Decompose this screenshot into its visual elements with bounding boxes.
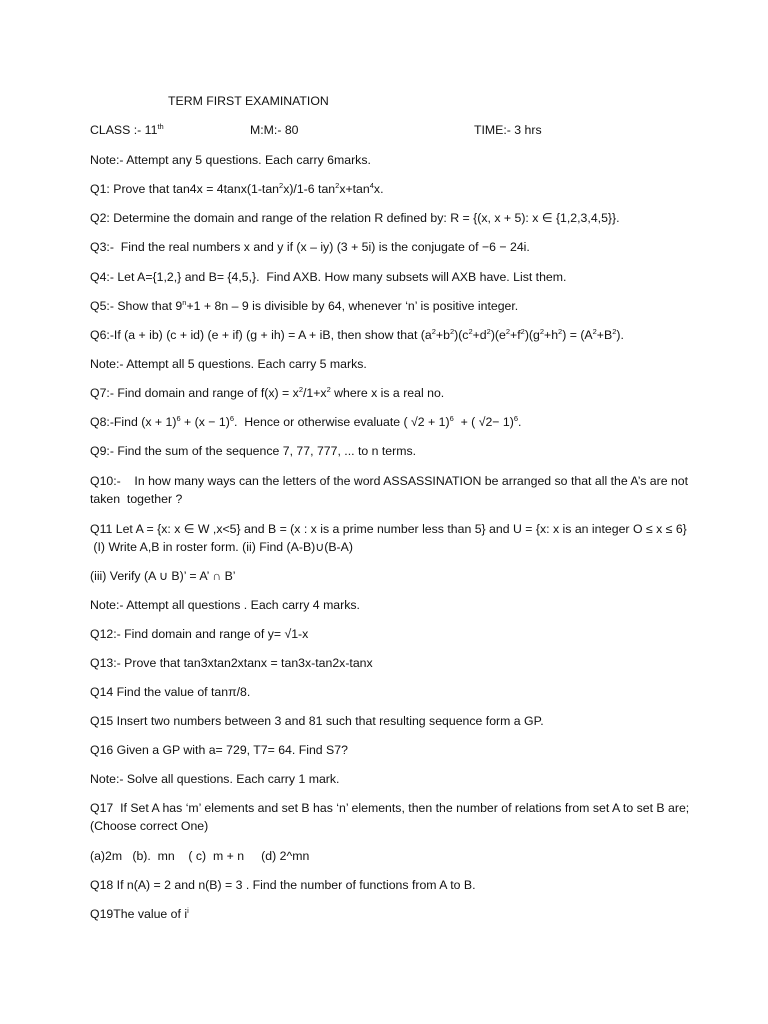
question-line: Q11 Let A = {x: x ∈ W ,x<5} and B = (x : x is a prime number less than 5} and U = {x: x is an integer O ≤ x ≤ 6} (I) Write A,B in roster form. (ii) Find (A-B)∪(B-A): [90, 522, 687, 554]
question-line: Q16 Given a GP with a= 729, T7= 64. Find S7?: [90, 743, 348, 757]
question-line: Q13:- Prove that tan3xtan2xtanx = tan3x-tan2x-tanx: [90, 656, 373, 670]
class-label: [90, 123, 164, 137]
question-line: Q14 Find the value of tanπ/8.: [90, 685, 251, 699]
note-line: Note:- Attempt all 5 questions. Each carry 5 marks.: [90, 357, 367, 371]
question-line: Q2: Determine the domain and range of the relation R defined by: R = {(x, x + 5): x ∈ {1,2,3,4,5}}.: [90, 211, 620, 225]
question-line: Q3:- Find the real numbers x and y if (x – iy) (3 + 5i) is the conjugate of −6 − 24i.: [90, 240, 530, 254]
question-line: Q6:-If (a + ib) (c + id) (e + if) (g + ih) = A + iB, then show that $(a^2+b^2)(c^2+d^2)(e^2+f^2)(g^2+h^2) = (A^2+B^2)$.: [90, 326, 624, 342]
question-line: Q8:-Find $(x + 1)^6 + (x - 1)^6$. Hence or otherwise evaluate ( √2 + 1)$^6$ + ( √2− 1)$^6$.: [90, 413, 522, 429]
question-line: Q7:- Find domain and range of $f(x) = x^2/1+x^2$ where x is a real no.: [90, 384, 445, 400]
note-line: Note:- Solve all questions. Each carry 1 mark.: [90, 772, 340, 786]
options-line: (a)2m (b). mn ( c) m + n (d) 2^mn: [90, 849, 310, 863]
max-marks-label: M:M:- 80: [250, 123, 299, 137]
question-line: (iii) Verify (A ∪ B)’ = A’ ∩ B’: [90, 569, 236, 583]
class-text: CLASS :- 11: [90, 123, 158, 137]
question-line: Q1: Prove that $\tan 4x = 4\tan x(1-\tan^2x)/1-6$ $\tan^2x+\tan^4x$.: [90, 180, 384, 196]
exam-title: TERM FIRST EXAMINATION: [168, 94, 329, 108]
question-line: Q5:- Show that $9^n+1 + 8n - 9$ is divisible by 64, whenever ‘n’ is positive integer.: [90, 297, 519, 313]
class-superscript: th: [157, 121, 164, 131]
question-line: Q17 If Set A has ‘m’ elements and set B has ‘n’ elements, then the number of relations from set A to set B are; (Choose correct One): [90, 801, 690, 833]
question-line: Q4:- Let A={1,2,} and B= {4,5,}. Find AXB. How many subsets will AXB have. List them.: [90, 270, 567, 284]
note-line: Note:- Attempt any 5 questions. Each carry 6marks.: [90, 153, 371, 167]
question-line: Q10:- In how many ways can the letters of the word ASSASSINATION be arranged so that all the A’s are not taken together ?: [90, 474, 689, 506]
note-line: Note:- Attempt all questions . Each carry 4 marks.: [90, 598, 360, 612]
question-line: Q19The value of $i^i$: [90, 905, 189, 921]
question-line: Q9:- Find the sum of the sequence 7, 77, 777, ... to n terms.: [90, 444, 417, 458]
question-line: Q15 Insert two numbers between 3 and 81 such that resulting sequence form a GP.: [90, 714, 544, 728]
question-line: Q12:- Find domain and range of y= √1-x: [90, 627, 309, 641]
question-line: Q18 If n(A) = 2 and n(B) = 3 . Find the number of functions from A to B.: [90, 878, 476, 892]
time-label: TIME:- 3 hrs: [474, 123, 542, 137]
